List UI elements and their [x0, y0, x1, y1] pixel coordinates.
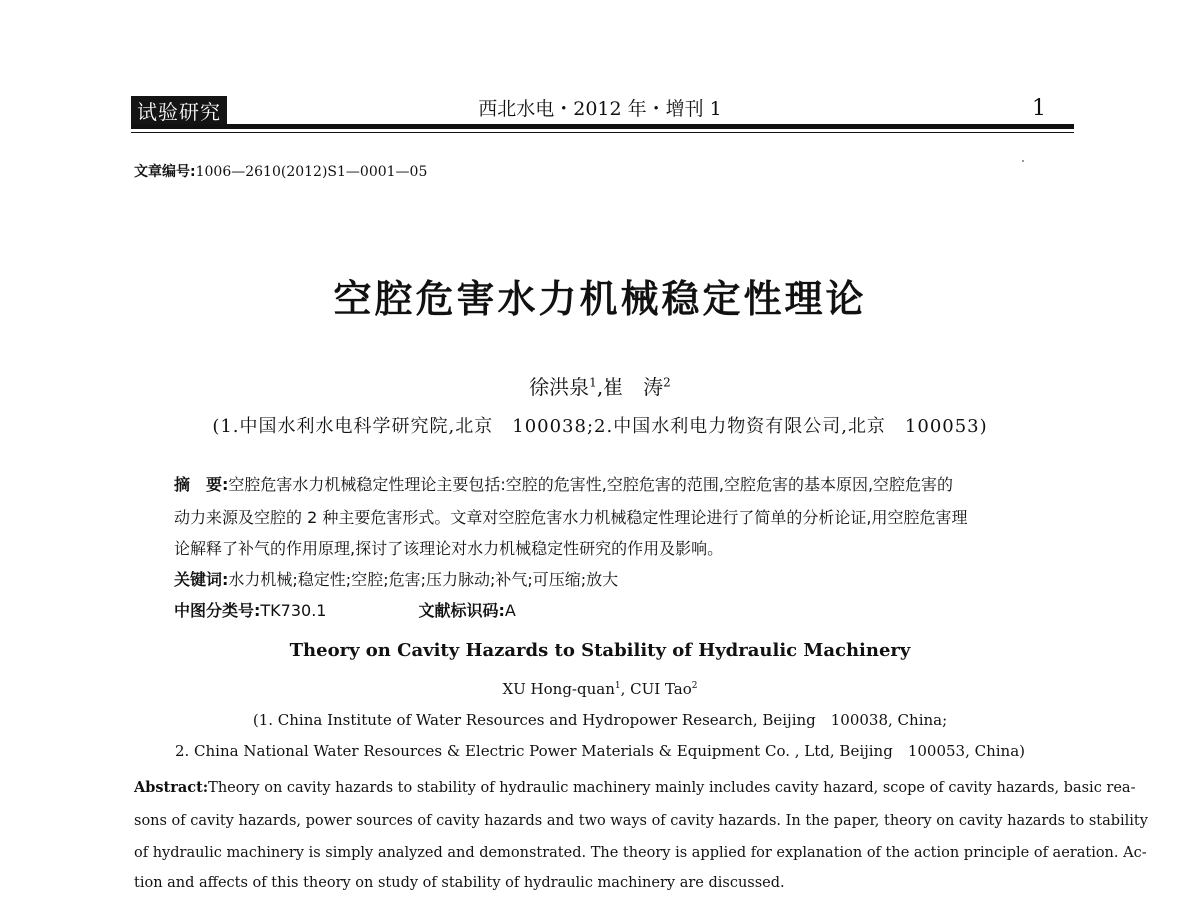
author2-cn: 崔 涛	[603, 375, 664, 399]
clc-label: 中图分类号:	[174, 601, 261, 620]
doc-code-value: A	[504, 601, 516, 620]
affiliation-cn: (1.中国水利水电科学研究院,北京 100038;2.中国水利电力物资有限公司,北京 100053)	[212, 416, 988, 437]
author2-en: CUI Tao	[630, 680, 692, 698]
author2-en-mark: 2	[691, 681, 698, 691]
abstract-cn-line1	[174, 474, 953, 496]
abstract-cn-text1: 空腔危害水力机械稳定性理论主要包括:空腔的危害性,空腔危害的范围,空腔危害的基本原因,空腔危害的	[228, 475, 954, 494]
author-separator-en: ,	[620, 680, 626, 698]
page-number: 1	[1032, 96, 1046, 121]
article-id-value: 1006—2610(2012)S1—0001—05	[195, 164, 428, 180]
title-cn: 空腔危害水力机械稳定性理论	[333, 277, 867, 321]
author1-cn: 徐洪泉	[529, 375, 590, 399]
affiliation-en-line1: (1. China Institute of Water Resources and Hydropower Research, Beijing 100038, China;	[252, 711, 948, 729]
author-separator-cn: ,	[596, 375, 604, 399]
header-rule-thin	[131, 132, 1074, 133]
author1-cn-mark: 1	[589, 375, 597, 390]
authors-en	[0, 680, 1200, 698]
authors-cn	[0, 371, 1200, 400]
article-id-label: 文章编号:	[134, 164, 196, 180]
section-tag: 试验研究	[131, 96, 227, 128]
abstract-en-line2: sons of cavity hazards, power sources of cavity hazards and two ways of cavity hazards. In the paper, theory on cavity hazards to stability	[134, 813, 1148, 829]
abstract-en-line4: tion and affects of this theory on study of stability of hydraulic machinery are discussed.	[134, 875, 785, 891]
keywords-cn	[174, 569, 618, 591]
keywords-cn-label: 关键词:	[174, 570, 229, 589]
abstract-en-line1	[134, 778, 1136, 798]
abstract-en-label: Abstract:	[134, 779, 209, 796]
running-head: 西北水电・2012 年・增刊 1	[478, 98, 722, 120]
scan-speck	[1022, 160, 1024, 162]
author1-en: XU Hong-quan	[502, 680, 615, 698]
author2-cn-mark: 2	[663, 375, 671, 390]
header-rule-thick	[131, 124, 1074, 129]
classification	[174, 600, 516, 622]
abstract-cn-line2: 动力来源及空腔的 2 种主要危害形式。文章对空腔危害水力机械稳定性理论进行了简单的分析论证,用空腔危害理	[174, 508, 968, 527]
affiliation-en-line2: 2. China National Water Resources & Electric Power Materials & Equipment Co. , Ltd, Beijing 100053, China)	[174, 742, 1026, 760]
clc-value: TK730.1	[260, 601, 327, 620]
abstract-en-text1: Theory on cavity hazards to stability of hydraulic machinery mainly includes cavity hazard, scope of cavity hazards, basic rea-	[208, 780, 1136, 796]
keywords-cn-value: 水力机械;稳定性;空腔;危害;压力脉动;补气;可压缩;放大	[228, 570, 619, 589]
abstract-cn-line3: 论解释了补气的作用原理,探讨了该理论对水力机械稳定性研究的作用及影响。	[174, 539, 724, 558]
author1-en-mark: 1	[614, 681, 621, 691]
title-en: Theory on Cavity Hazards to Stability of Hydraulic Machinery	[289, 640, 911, 661]
abstract-cn-label: 摘 要:	[174, 475, 229, 494]
doc-code-label: 文献标识码:	[418, 601, 505, 620]
article-id	[134, 161, 427, 181]
abstract-en-line3: of hydraulic machinery is simply analyzed and demonstrated. The theory is applied for explanation of the action principle of aeration. Ac-	[134, 845, 1147, 861]
